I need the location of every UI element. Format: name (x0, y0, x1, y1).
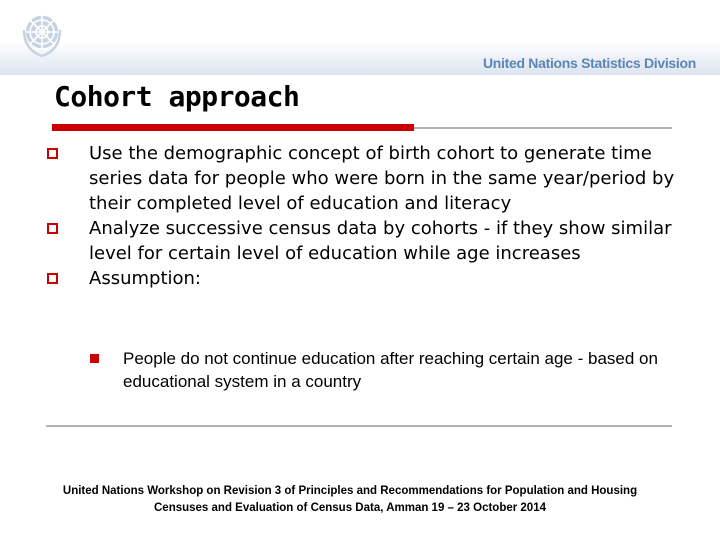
org-division-label: United Nations Statistics Division (482, 55, 696, 71)
footer (0, 483, 700, 517)
title-underline-rule (414, 127, 672, 129)
list-item (46, 216, 686, 266)
list-item (46, 266, 686, 291)
bullet-text: Assumption: (89, 268, 201, 289)
square-bullet-icon (47, 273, 58, 284)
filled-square-bullet-icon (90, 354, 99, 363)
list-item (88, 347, 668, 393)
sub-bullet-text: People do not continue education after reaching certain age - based on educational system in a country (123, 349, 658, 391)
footer-line-2: Censuses and Evaluation of Census Data, Amman 19 – 23 October 2014 (154, 502, 546, 514)
sub-bullet-list (88, 347, 668, 393)
title-underline-accent (52, 124, 414, 131)
slide-title: Cohort approach (54, 80, 300, 113)
square-bullet-icon (47, 223, 58, 234)
bullet-list (46, 141, 686, 291)
bullet-text: Analyze successive census data by cohorts - if they show similar level for certain level of education while age increases (89, 218, 672, 264)
footer-divider (46, 425, 672, 427)
bullet-text: Use the demographic concept of birth cohort to generate time series data for people who were born in the same year/period by their completed level of education and literacy (89, 143, 675, 214)
un-emblem-icon (20, 10, 64, 60)
square-bullet-icon (47, 148, 58, 159)
footer-line-1: United Nations Workshop on Revision 3 of Principles and Recommendations for Population and Housing (62, 485, 638, 497)
list-item (46, 141, 686, 216)
